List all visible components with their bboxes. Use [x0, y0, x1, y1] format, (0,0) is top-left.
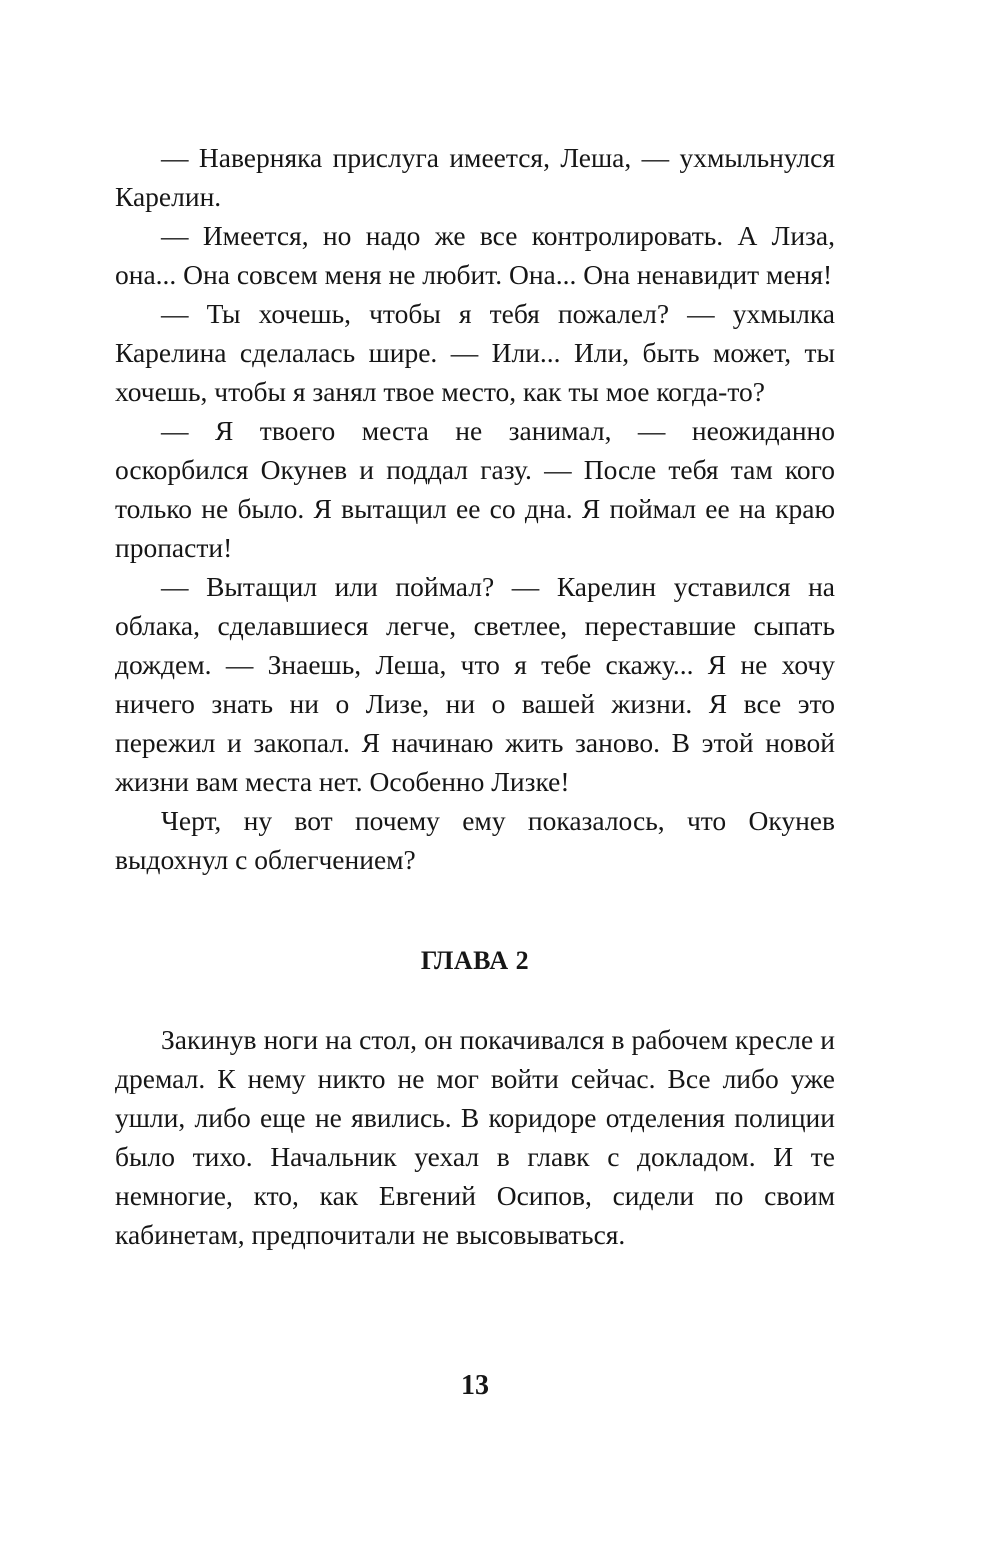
paragraph: Закинув ноги на стол, он покачивался в рабочем кресле и дремал. К нему никто не мог войти сейчас. Все либо уже ушли, либо еще не явились. В коридоре отделения полиции было тихо. Начальник уехал в главк с докладом. И те немногие, кто, как Евгений Осипов, сидели по своим кабинетам, предпочитали не высовываться. [115, 1024, 835, 1250]
text-block [115, 138, 835, 1254]
paragraph: — Имеется, но надо же все контролировать. А Лиза, она... Она совсем меня не любит. Она... Она ненавидит меня! [115, 220, 835, 290]
paragraph: — Наверняка прислуга имеется, Леша, — ухмыльнулся Карелин. [115, 142, 835, 212]
paragraph: — Вытащил или поймал? — Карелин уставился на облака, сделавшиеся легче, светлее, переставшие сыпать дождем. — Знаешь, Леша, что я тебе скажу... Я не хочу ничего знать ни о Лизе, ни о вашей жизни. Я все это пережил и закопал. Я начинаю жить заново. В этой новой жизни вам места нет. Особенно Лизке! [115, 571, 835, 797]
paragraph: — Ты хочешь, чтобы я тебя пожалел? — ухмылка Карелина сделалась шире. — Или... Или, быть может, ты хочешь, чтобы я занял твое место, как ты мое когда-то? [115, 298, 835, 407]
page-number: 13 [461, 1370, 489, 1401]
paragraph: Черт, ну вот почему ему показалось, что Окунев выдохнул с облегчением? [115, 805, 835, 875]
chapter-heading: ГЛАВА 2 [420, 946, 530, 975]
paragraph: — Я твоего места не занимал, — неожиданно оскорбился Окунев и поддал газу. — После тебя там кого только не было. Я вытащил ее со дна. Я поймал ее на краю пропасти! [115, 415, 835, 563]
